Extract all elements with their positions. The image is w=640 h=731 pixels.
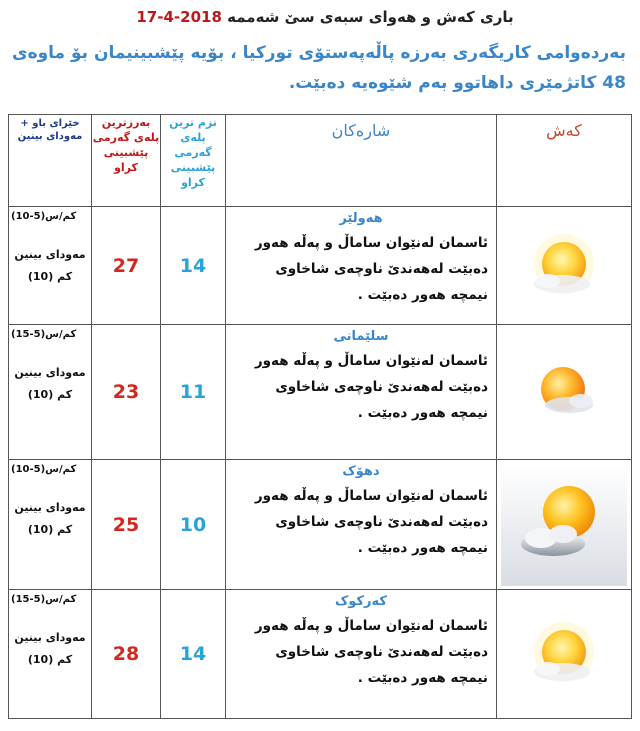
table-row xyxy=(9,207,632,325)
visibility-label: مەودای بینین xyxy=(14,631,86,644)
page-title xyxy=(0,8,640,26)
header-city: شارەکان xyxy=(226,115,497,207)
forecast-table xyxy=(8,114,632,719)
forecast-description: ئاسمان لەنێوان ساماڵ و پەڵە هەور دەبێت لەهەندێ ناوچەی شاخاوی نیمچە هەور دەبێت . xyxy=(254,618,488,686)
min-temp: 14 xyxy=(161,207,226,325)
visibility-label: مەودای بینین xyxy=(14,248,86,261)
forecast-description: ئاسمان لەنێوان ساماڵ و پەڵە هەور دەبێت لەهەندێ ناوچەی شاخاوی نیمچە هەور دەبێت . xyxy=(254,488,488,556)
wind-speed: (15-5)کم/س xyxy=(11,594,77,605)
visibility-label: مەودای بینین xyxy=(14,366,86,379)
header-wind: خێرای باو + مەودای بینین xyxy=(9,115,92,207)
header-min-temp: نزم ترین پلەی گەرمی پێشبینی کراو xyxy=(161,115,226,207)
city-cell xyxy=(226,207,497,325)
city-cell xyxy=(226,590,497,719)
sun-cloud-icon xyxy=(501,464,627,586)
city-cell xyxy=(226,460,497,590)
max-temp: 23 xyxy=(92,325,161,460)
weather-icon-cell xyxy=(497,590,632,719)
city-name: کەرکوک xyxy=(335,594,387,609)
wind-speed: (10-5)کم/س xyxy=(11,464,77,475)
visibility-label: مەودای بینین xyxy=(14,501,86,514)
visibility-value: (10) کم xyxy=(27,653,73,666)
weather-icon-cell xyxy=(497,325,632,460)
city-name: هەولێر xyxy=(339,211,383,226)
table-header-row xyxy=(9,115,632,207)
sun-cloud-icon xyxy=(522,614,606,694)
forecast-description: ئاسمان لەنێوان ساماڵ و پەڵە هەور دەبێت لەهەندێ ناوچەی شاخاوی نیمچە هەور دەبێت . xyxy=(254,235,488,303)
weather-icon-cell xyxy=(497,460,632,590)
intro-paragraph: بەردەوامی کاریگەری بەرزە پاڵەپەستۆی تورکیا ، بۆیە پێشبینیمان بۆ ماوەی 48 کاتژمێری داهاتوو بەم شێوەیە دەبێت. xyxy=(11,43,626,93)
table-row xyxy=(9,460,632,590)
max-temp: 27 xyxy=(92,207,161,325)
city-name: سلێمانی xyxy=(333,329,389,344)
city-cell xyxy=(226,325,497,460)
title-text: باری کەش و هەوای سبەی سێ شەممە xyxy=(227,8,514,26)
wind-cell xyxy=(9,207,92,325)
forecast-description: ئاسمان لەنێوان ساماڵ و پەڵە هەور دەبێت لەهەندێ ناوچەی شاخاوی نیمچە هەور دەبێت . xyxy=(254,353,488,421)
forecast-date: 2018-4-17 xyxy=(136,8,222,26)
visibility-value: (10) کم xyxy=(27,523,73,536)
min-temp: 14 xyxy=(161,590,226,719)
visibility-value: (10) کم xyxy=(27,388,73,401)
visibility-value: (10) کم xyxy=(27,270,73,283)
table-row xyxy=(9,325,632,460)
min-temp: 10 xyxy=(161,460,226,590)
wind-cell xyxy=(9,460,92,590)
wind-cell xyxy=(9,325,92,460)
max-temp: 28 xyxy=(92,590,161,719)
sun-cloud-icon xyxy=(522,226,606,306)
min-temp: 11 xyxy=(161,325,226,460)
sun-cloud-icon xyxy=(529,359,599,425)
max-temp: 25 xyxy=(92,460,161,590)
wind-speed: (10-5)کم/س xyxy=(11,211,77,222)
city-name: دهۆک xyxy=(342,464,380,479)
wind-cell xyxy=(9,590,92,719)
table-row xyxy=(9,590,632,719)
weather-icon-cell xyxy=(497,207,632,325)
header-weather: کەش xyxy=(497,115,632,207)
wind-speed: (15-5)کم/س xyxy=(11,329,77,340)
header-max-temp: بەرزترین پلەی گەرمی پێشبینی کراو xyxy=(92,115,161,207)
